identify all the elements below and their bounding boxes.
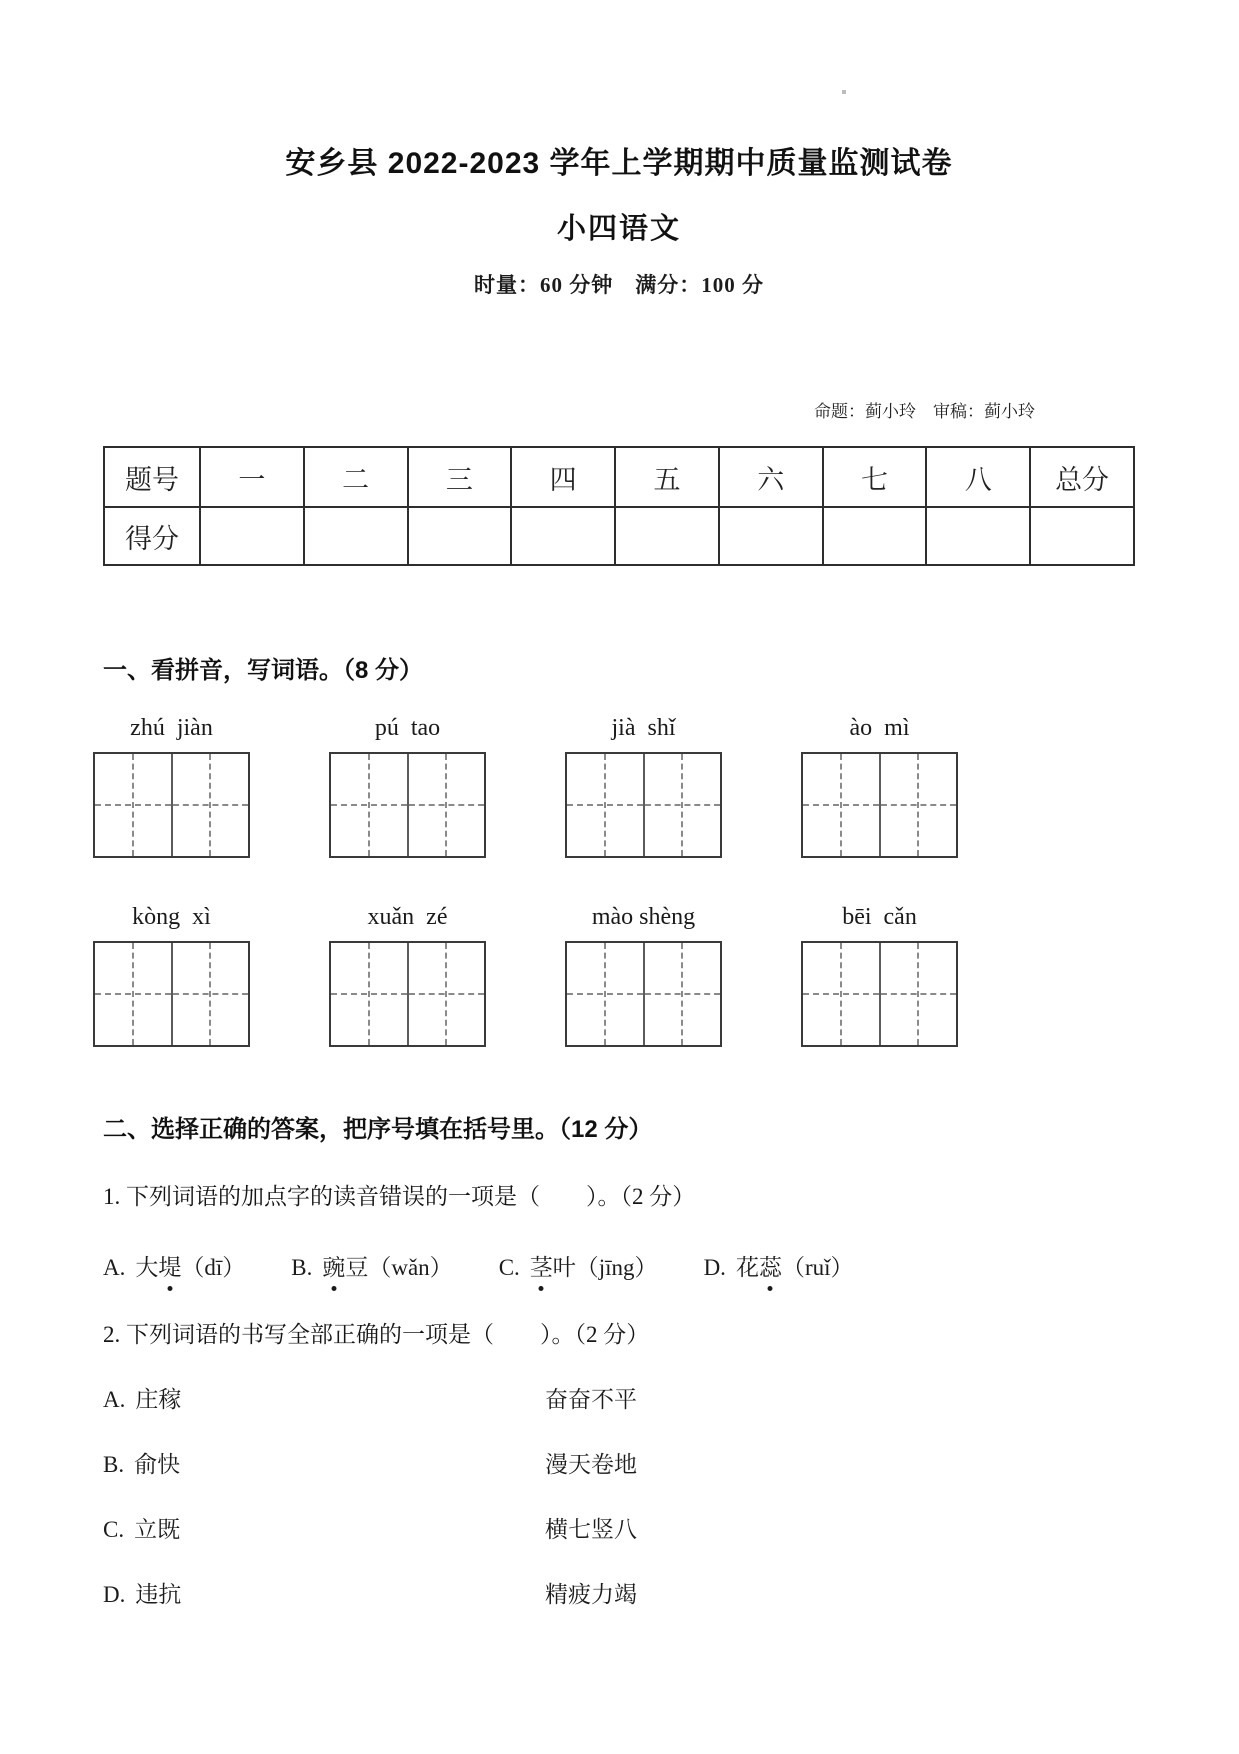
writing-grid xyxy=(565,941,722,1047)
score-table-header-cell: 五 xyxy=(615,447,719,507)
pinyin-label: mào shèng xyxy=(591,904,696,930)
option-label: C. xyxy=(103,1517,125,1542)
score-empty-cell xyxy=(719,507,823,565)
writing-cell xyxy=(407,943,485,1045)
option-d xyxy=(704,1249,854,1282)
word-group xyxy=(329,715,486,858)
score-empty-cell xyxy=(615,507,719,565)
writing-cell xyxy=(95,943,171,1045)
page-subtitle: 小四语文 xyxy=(556,213,681,245)
score-table-header-cell: 三 xyxy=(408,447,512,507)
score-empty-cell xyxy=(304,507,408,565)
score-table-header-cell: 题号 xyxy=(104,447,200,507)
pinyin-label: ào mì xyxy=(849,715,910,741)
option-text: 豆（wǎn） xyxy=(345,1255,453,1280)
option-phrase: 奋奋不平 xyxy=(545,1387,637,1412)
score-empty-cell xyxy=(1030,507,1134,565)
option-label: B. xyxy=(103,1452,125,1477)
option-text: 俞快 xyxy=(134,1452,181,1477)
word-group xyxy=(93,904,250,1047)
pinyin-label: jià shǐ xyxy=(611,715,676,741)
option-text: 花 xyxy=(735,1255,759,1280)
writing-grid xyxy=(329,941,486,1047)
option-label: D. xyxy=(703,1255,726,1280)
option-text: 立既 xyxy=(134,1517,181,1542)
pinyin-label: bēi cǎn xyxy=(842,904,917,930)
option-text: 大 xyxy=(135,1255,159,1280)
option-word xyxy=(103,1446,545,1479)
pinyin-label: xuǎn zé xyxy=(367,904,448,930)
option-label: B. xyxy=(291,1255,313,1280)
option-phrase: 精疲力竭 xyxy=(545,1582,637,1607)
writing-cell xyxy=(331,754,407,856)
option-d xyxy=(103,1576,1135,1609)
word-group xyxy=(93,715,250,858)
option-label: C. xyxy=(498,1255,520,1280)
writing-cell xyxy=(331,943,407,1045)
section1-heading: 一、看拼音，写词语。（8 分） xyxy=(103,657,424,684)
score-table-header-cell: 一 xyxy=(200,447,304,507)
writing-grid xyxy=(93,941,250,1047)
score-empty-cell xyxy=(511,507,615,565)
word-group xyxy=(565,904,722,1047)
option-b xyxy=(291,1249,452,1282)
option-label: A. xyxy=(103,1255,126,1280)
option-phrase: 漫天卷地 xyxy=(545,1452,637,1477)
writing-cell xyxy=(567,943,643,1045)
score-label-cell: 得分 xyxy=(104,507,200,565)
option-text: （ruǐ） xyxy=(781,1255,854,1280)
dotted-character: 茎 xyxy=(530,1249,553,1282)
byline: 命题：蓟小玲 审稿：蓟小玲 xyxy=(814,402,1035,421)
writing-grid xyxy=(329,752,486,858)
option-word xyxy=(103,1511,545,1544)
word-group xyxy=(801,715,958,858)
word-group xyxy=(565,715,722,858)
writing-cell xyxy=(95,754,171,856)
dotted-character: 堤 xyxy=(158,1249,181,1282)
option-phrase: 横七竖八 xyxy=(545,1517,637,1542)
score-table xyxy=(103,446,1135,566)
score-empty-cell xyxy=(200,507,304,565)
writing-cell xyxy=(171,943,249,1045)
option-text: 叶（jīng） xyxy=(552,1255,658,1280)
option-label: D. xyxy=(103,1582,126,1607)
score-table-header-cell: 总分 xyxy=(1030,447,1134,507)
question-1-text: 1. 下列词语的加点字的读音错误的一项是（ ）。（2 分） xyxy=(103,1184,696,1209)
scan-artifact-dot xyxy=(842,90,846,94)
question-2-options xyxy=(103,1381,1135,1609)
option-word xyxy=(103,1381,545,1414)
writing-cell xyxy=(407,754,485,856)
score-table-header-cell: 六 xyxy=(719,447,823,507)
option-text: （dī） xyxy=(181,1255,246,1280)
pinyin-grid-row-2 xyxy=(93,904,1135,1047)
score-table-header-cell: 二 xyxy=(304,447,408,507)
writing-cell xyxy=(803,943,879,1045)
score-table-score-row xyxy=(104,507,1134,565)
option-text: 违抗 xyxy=(135,1582,182,1607)
option-label: A. xyxy=(103,1387,126,1412)
pinyin-grid-row-1 xyxy=(93,715,1135,858)
option-c xyxy=(103,1511,1135,1544)
word-group xyxy=(801,904,958,1047)
score-empty-cell xyxy=(408,507,512,565)
writing-grid xyxy=(801,752,958,858)
score-table-header-cell: 八 xyxy=(926,447,1030,507)
option-c xyxy=(499,1249,658,1282)
writing-cell xyxy=(879,754,957,856)
score-table-header-cell: 七 xyxy=(823,447,927,507)
writing-cell xyxy=(567,754,643,856)
pinyin-label: pú tao xyxy=(374,715,441,741)
option-b xyxy=(103,1446,1135,1479)
writing-grid xyxy=(93,752,250,858)
writing-cell xyxy=(803,754,879,856)
section2-heading: 二、选择正确的答案，把序号填在括号里。（12 分） xyxy=(103,1116,653,1143)
writing-cell xyxy=(643,754,721,856)
dotted-character: 豌 xyxy=(322,1249,345,1282)
writing-grid xyxy=(801,941,958,1047)
time-score-info: 时量：60 分钟 满分：100 分 xyxy=(474,273,764,297)
score-table-header-row xyxy=(104,447,1134,507)
word-group xyxy=(329,904,486,1047)
option-text: 庄稼 xyxy=(135,1387,182,1412)
writing-cell xyxy=(171,754,249,856)
option-word xyxy=(103,1576,545,1609)
question-2-text: 2. 下列词语的书写全部正确的一项是（ ）。（2 分） xyxy=(103,1322,650,1347)
question-1-options xyxy=(103,1249,1135,1282)
pinyin-label: kòng xì xyxy=(132,904,211,930)
writing-cell xyxy=(643,943,721,1045)
pinyin-label: zhú jiàn xyxy=(130,715,213,741)
dotted-character: 蕊 xyxy=(759,1249,782,1282)
score-table-header-cell: 四 xyxy=(511,447,615,507)
option-a xyxy=(103,1249,245,1282)
writing-grid xyxy=(565,752,722,858)
score-empty-cell xyxy=(926,507,1030,565)
score-empty-cell xyxy=(823,507,927,565)
page-title: 安乡县 2022-2023 学年上学期期中质量监测试卷 xyxy=(285,147,953,180)
option-a xyxy=(103,1381,1135,1414)
writing-cell xyxy=(879,943,957,1045)
